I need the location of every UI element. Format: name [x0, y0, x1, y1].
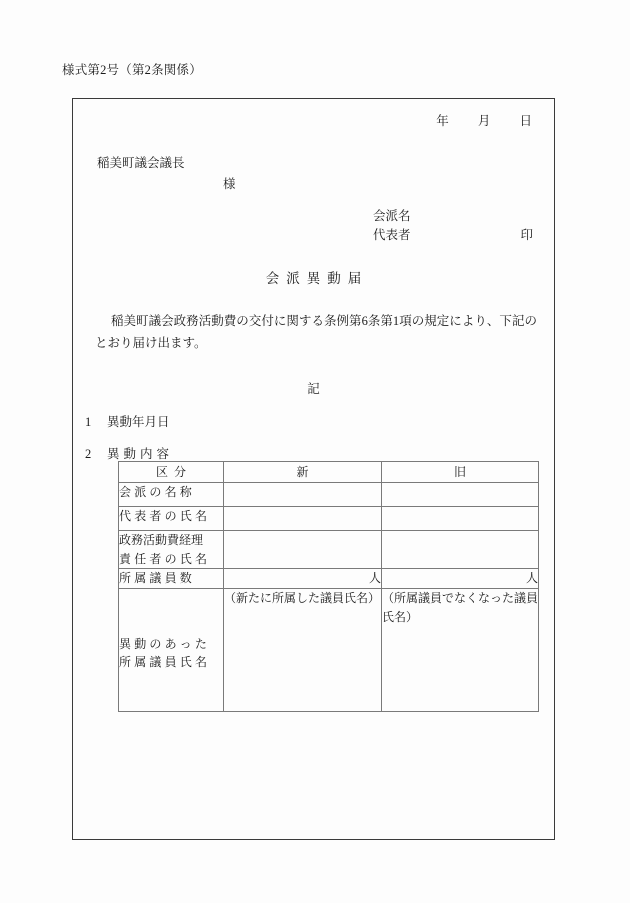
sender-group-name-label: 会派名 [373, 209, 411, 223]
unit-people-new: 人 [368, 571, 381, 586]
table-row [119, 483, 539, 507]
column-header-new: 新 [224, 462, 382, 483]
table-row [119, 507, 539, 531]
cell-changed-members-new[interactable] [224, 588, 382, 711]
document-frame [72, 98, 555, 840]
note-new-members: （新たに所属した議員氏名） [224, 590, 381, 605]
item-1-label: 異動年月日 [107, 415, 170, 429]
ki-marker: 記 [307, 382, 320, 396]
body-paragraph: 稲美町議会政務活動費の交付に関する条例第6条第1項の規定により、下記のとおり届け出ます。 [95, 314, 537, 350]
cell-representative-name-new[interactable] [224, 507, 382, 531]
sender-representative-row [373, 225, 533, 244]
row-label-accounting-manager-line2: 責任者の氏名 [119, 551, 211, 566]
cell-representative-name-old[interactable] [382, 507, 539, 531]
cell-group-name-old[interactable] [382, 483, 539, 507]
column-header-old: 旧 [382, 462, 539, 483]
cell-accounting-manager-old[interactable] [382, 531, 539, 569]
item-1 [85, 412, 170, 430]
row-label-changed-members-line1: 異動のあった [119, 636, 211, 651]
table-row [119, 569, 539, 589]
addressee: 稲美町議会議長 [97, 156, 185, 170]
date-line [436, 111, 532, 129]
document-title: 会派異動届 [265, 271, 369, 286]
date-day-label: 日 [519, 114, 532, 128]
row-label-accounting-manager [119, 531, 224, 569]
cell-member-count-new[interactable] [224, 569, 382, 589]
item-2-label: 異動内容 [107, 447, 174, 461]
sender-group-name-row [373, 206, 533, 225]
item-2 [85, 444, 173, 462]
table-row [119, 531, 539, 569]
row-label-changed-members [119, 588, 224, 711]
row-label-representative-name-line1: 代表者の氏名 [119, 509, 211, 523]
sender-representative-label: 代表者 [373, 228, 411, 242]
note-removed-members: （所属議員でなくなった議員氏名） [382, 590, 539, 624]
item-2-number: 2 [85, 447, 92, 461]
form-number: 様式第2号（第2条関係） [62, 63, 202, 77]
table-row [119, 588, 539, 711]
column-header-category: 区分 [119, 462, 224, 483]
cell-member-count-old[interactable] [382, 569, 539, 589]
row-label-member-count [119, 569, 224, 589]
row-label-member-count-line1: 所属議員数 [119, 571, 196, 586]
cell-changed-members-old[interactable] [382, 588, 539, 711]
cell-group-name-new[interactable] [224, 483, 382, 507]
row-label-group-name-line1: 会派の名称 [119, 485, 196, 499]
table-header-row [119, 462, 539, 483]
document-frame-inner [73, 99, 554, 839]
sender-block [373, 206, 533, 244]
row-label-accounting-manager-line1: 政務活動費経理 [119, 533, 204, 547]
row-label-group-name [119, 483, 224, 507]
row-label-changed-members-line2: 所属議員氏名 [119, 655, 211, 670]
date-month-label: 月 [477, 114, 491, 128]
addressee-honorific: 様 [223, 177, 236, 191]
seal-mark: 印 [520, 228, 533, 242]
row-label-representative-name [119, 507, 224, 531]
item-1-number: 1 [85, 415, 92, 429]
change-detail-table [118, 461, 539, 712]
unit-people-old: 人 [525, 571, 538, 586]
change-detail-table-wrap [118, 461, 538, 712]
date-year-label: 年 [436, 114, 449, 128]
cell-accounting-manager-new[interactable] [224, 531, 382, 569]
